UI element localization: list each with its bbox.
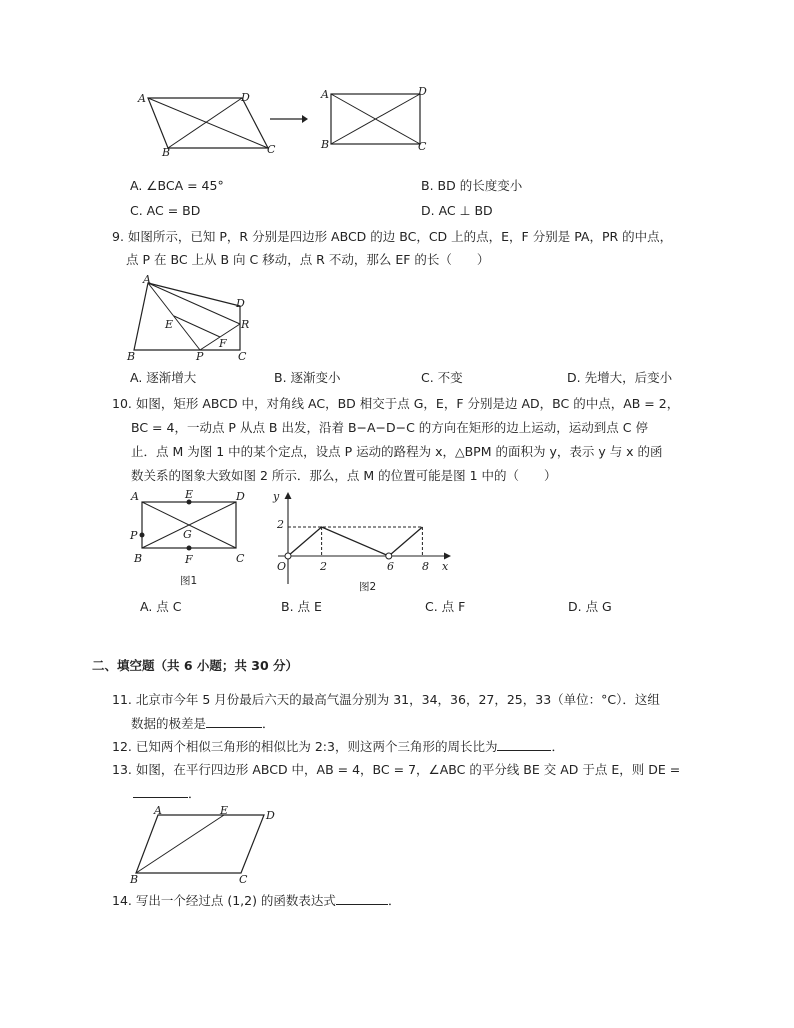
q9-option-b[interactable]: B. 逐渐变小: [274, 370, 341, 385]
q13-figure: [126, 805, 286, 885]
fig8-left-label-c: C: [267, 143, 276, 156]
fig13-label-c: C: [239, 873, 248, 885]
fig9-label-d: D: [236, 297, 245, 310]
arrow-icon: [268, 112, 308, 126]
q9-text-line1: 9. 如图所示，已知 P，R 分别是四边形 ABCD 的边 BC，CD 上的点，E，F 分别是 PA，PR 的中点，: [112, 229, 673, 244]
fig9-label-f: F: [219, 337, 227, 350]
fig10-2-tick-x8: 8: [422, 560, 429, 573]
fig9-label-c: C: [238, 350, 247, 363]
fig9-label-b: B: [127, 350, 136, 363]
fig10-1-label-d: D: [236, 490, 245, 503]
q11-text-line1: 11. 北京市今年 5 月份最后六天的最高气温分别为 31，34，36，27，25，33（单位：°C）．这组: [112, 692, 660, 707]
q9-option-a[interactable]: A. 逐渐增大: [130, 370, 197, 385]
q12-text: [112, 737, 564, 757]
q12-text-a: 12. 已知两个相似三角形的相似比为 2:3，则这两个三角形的周长比为: [112, 739, 498, 754]
fig10-1-label-g: G: [183, 528, 192, 541]
fig13-label-e: E: [220, 805, 229, 817]
point-x6: [386, 553, 392, 559]
fig10-1-label-c: C: [236, 552, 245, 565]
fig8-left-label-b: B: [162, 146, 171, 158]
q13-text-line2-b: ．: [188, 786, 201, 801]
q10-figure2-chart: [266, 488, 456, 598]
q10-text-line1: 10. 如图，矩形 ABCD 中，对角线 AC，BD 相交于点 G，E，F 分别是边 AD，BC 的中点，AB = 2，: [112, 396, 680, 411]
fig10-1-label-b: B: [134, 552, 143, 565]
q13-answer-blank[interactable]: [133, 785, 188, 798]
fig10-2-tick-y2: 2: [277, 518, 284, 531]
q10-option-b[interactable]: B. 点 E: [281, 599, 322, 614]
fig10-1-caption: 图1: [180, 575, 198, 587]
fig8-right-label-b: B: [321, 138, 330, 151]
x-axis-arrow: [444, 553, 451, 560]
q10-text-line4: 数关系的图象大致如图 2 所示．那么，点 M 的位置可能是图 1 中的（ ）: [131, 468, 557, 483]
q11-answer-blank[interactable]: [206, 715, 262, 728]
fig13-label-d: D: [266, 809, 275, 822]
q11-text-line2: [131, 714, 275, 734]
q10-text-line3: 止．点 M 为图 1 中的某个定点，设点 P 运动的路程为 x，△BPM 的面积为 y，表示 y 与 x 的函: [131, 444, 663, 459]
fig10-2-label-x: x: [442, 560, 449, 573]
q9-text-line2: 点 P 在 BC 上从 B 向 C 移动，点 R 不动，那么 EF 的长（ ）: [126, 252, 490, 267]
fig10-1-label-f: F: [185, 553, 193, 566]
fig8-right-label-c: C: [418, 140, 427, 153]
q8-option-a[interactable]: A. ∠BCA = 45°: [130, 178, 224, 193]
section-title: 二、填空题（共 6 小题；共 30 分）: [92, 658, 299, 673]
q8-option-c[interactable]: C. AC = BD: [130, 203, 201, 218]
q10-option-c[interactable]: C. 点 F: [425, 599, 466, 614]
fig9-label-a: A: [143, 274, 151, 286]
q9-option-c[interactable]: C. 不变: [421, 370, 463, 385]
q8-figure-parallelogram: [130, 88, 280, 158]
fig10-1-label-e: E: [185, 488, 194, 501]
point-x0: [285, 553, 291, 559]
fig10-2-origin: O: [277, 560, 287, 573]
fig8-left-label-a: A: [138, 92, 146, 105]
fig9-label-p: P: [196, 350, 204, 363]
q10-option-d[interactable]: D. 点 G: [568, 599, 612, 614]
q11-text-line2-a: 数据的极差是: [131, 716, 207, 731]
q8-option-b[interactable]: B. BD 的长度变小: [421, 178, 523, 193]
q12-answer-blank[interactable]: [497, 738, 551, 751]
q9-figure: [122, 274, 257, 364]
q14-text-a: 14. 写出一个经过点 (1,2) 的函数表达式: [112, 893, 336, 908]
q11-text-line2-b: ．: [262, 716, 275, 731]
q13-text-line2: [133, 784, 201, 804]
fig10-2-label-y: y: [273, 490, 280, 503]
fig8-left-label-d: D: [241, 91, 250, 104]
q10-text-line2: BC = 4，一动点 P 从点 B 出发，沿着 B−A−D−C 的方向在矩形的边上运动，运动到点 C 停: [131, 420, 648, 435]
q14-text: [112, 891, 400, 911]
fig13-label-a: A: [154, 805, 162, 817]
q8-figure-rectangle: [318, 86, 438, 156]
fig8-right-label-d: D: [418, 86, 427, 98]
series-line: [288, 527, 422, 556]
q14-answer-blank[interactable]: [336, 892, 388, 905]
q14-text-b: ．: [387, 893, 401, 908]
fig9-label-r: R: [241, 318, 250, 331]
fig8-right-label-a: A: [321, 88, 329, 101]
fig13-label-b: B: [130, 873, 139, 885]
fig10-2-caption: 图2: [359, 581, 377, 593]
q8-option-d[interactable]: D. AC ⊥ BD: [421, 203, 493, 218]
q9-option-d[interactable]: D. 先增大，后变小: [567, 370, 673, 385]
q13-text-line1: 13. 如图，在平行四边形 ABCD 中，AB = 4，BC = 7，∠ABC 的平分线 BE 交 AD 于点 E，则 DE =: [112, 762, 681, 777]
q10-figure1: [128, 488, 253, 588]
fig9-label-e: E: [165, 318, 174, 331]
q10-option-a[interactable]: A. 点 C: [140, 599, 182, 614]
y-axis-arrow: [285, 492, 292, 499]
fig10-1-label-a: A: [131, 490, 139, 503]
fig10-1-label-p: P: [130, 529, 138, 542]
fig10-2-tick-x2: 2: [320, 560, 327, 573]
q12-text-b: ．: [551, 739, 564, 754]
fig10-2-tick-x6: 6: [387, 560, 394, 573]
